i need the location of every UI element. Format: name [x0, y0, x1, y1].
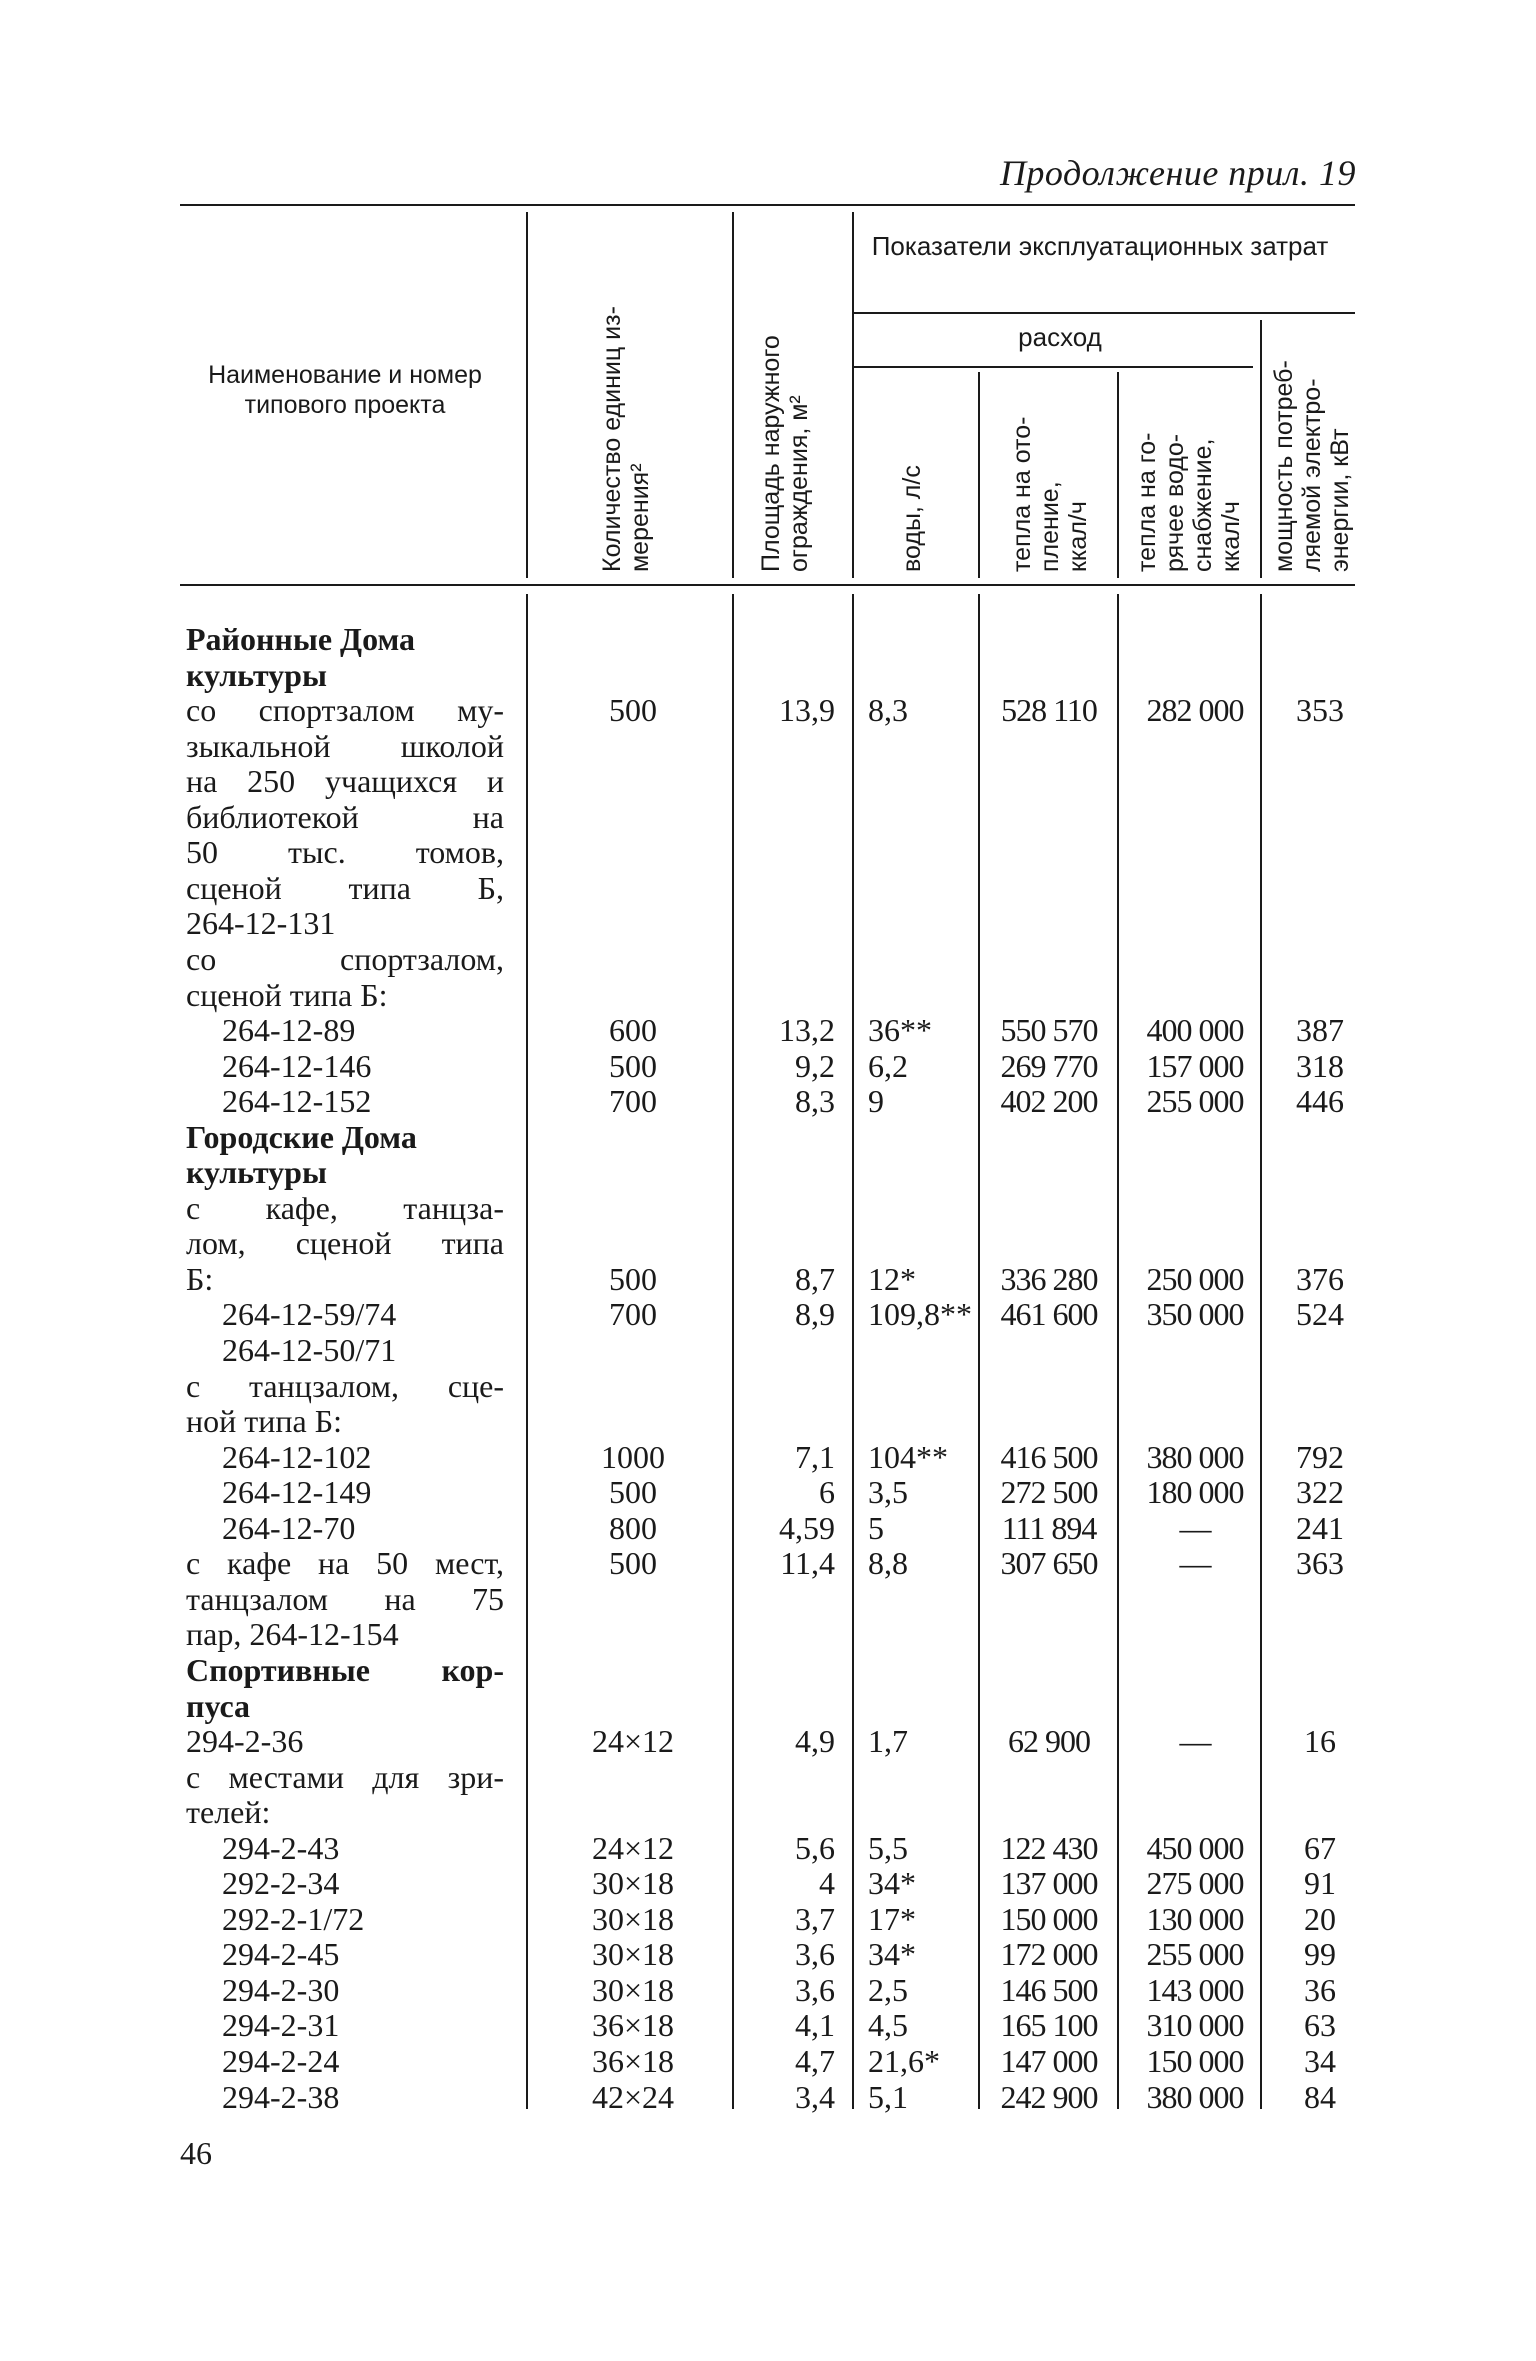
header-divider-1: [526, 212, 528, 578]
cell-hot-water: 143 000: [1146, 1971, 1244, 2008]
cell-units: 700: [609, 1296, 657, 1333]
cell-units: 30×18: [591, 1971, 675, 2008]
cell-power: 446: [1296, 1083, 1344, 1120]
cell-water: 2,5: [868, 1971, 908, 2008]
cell-area: 11,4: [780, 1545, 835, 1582]
row-name: 294-2-45: [222, 1936, 340, 1973]
header-divider-6: [1260, 320, 1262, 578]
cell-water: 5: [868, 1509, 884, 1546]
cell-heating: 336 280: [1000, 1260, 1098, 1297]
cell-heating: 272 500: [1000, 1474, 1098, 1511]
cell-heating: 122 430: [1000, 1829, 1098, 1866]
cell-heating: 150 000: [1000, 1900, 1098, 1937]
row-name: 294-2-24: [222, 2043, 340, 2079]
cell-area: 9,2: [795, 1047, 835, 1084]
cell-hot-water: 450 000: [1146, 1829, 1244, 1866]
row-name: 292-2-34: [222, 1865, 340, 1902]
cell-heating: 62 900: [1008, 1723, 1090, 1759]
cell-area: 13,2: [779, 1012, 835, 1048]
header-area: Площадь наружного ограждения, м²: [757, 335, 813, 572]
cell-heating: 550 570: [1000, 1012, 1098, 1048]
cell-units: 500: [609, 1047, 657, 1084]
cell-area: 13,9: [779, 692, 835, 729]
cell-power: 318: [1296, 1047, 1344, 1084]
row-name: пар, 264-12-154: [186, 1616, 399, 1653]
cell-hot-water: 380 000: [1146, 2078, 1244, 2115]
cell-hot-water: 310 000: [1146, 2007, 1244, 2044]
cell-power: 792: [1296, 1438, 1344, 1475]
cell-water: 34*: [868, 1936, 916, 1973]
header-bottom-rule: [180, 584, 1355, 586]
row-name: 294-2-43: [222, 1829, 340, 1866]
cell-area: 8,3: [795, 1083, 835, 1120]
cell-hot-water: 350 000: [1146, 1296, 1244, 1333]
cell-area: 4,1: [795, 2007, 835, 2044]
row-name: с местами для зри-: [186, 1758, 504, 1795]
cell-water: 5,5: [868, 1829, 908, 1866]
cell-units: 30×18: [591, 1936, 675, 1973]
cell-power: 387: [1296, 1012, 1344, 1048]
body-divider-5: [1117, 594, 1119, 2109]
header-water: воды, л/с: [898, 465, 926, 572]
cell-water: 109,8**: [868, 1296, 972, 1333]
header-units: Количество единиц из- мерения²: [598, 306, 654, 572]
row-name: 264-12-89: [222, 1012, 356, 1048]
row-name: пуса: [186, 1687, 251, 1724]
cell-hot-water: —: [1179, 1545, 1211, 1582]
cell-heating: 111 894: [1001, 1509, 1097, 1546]
cell-heating: 416 500: [1000, 1438, 1098, 1475]
header-divider-4: [978, 372, 980, 578]
cell-area: 4,9: [795, 1723, 835, 1759]
cell-units: 500: [609, 1474, 657, 1511]
row-name: со спортзалом му-: [186, 692, 504, 729]
cell-units: 700: [609, 1083, 657, 1120]
row-name: с кафе, танцза-: [186, 1189, 504, 1226]
cell-area: 3,7: [795, 1900, 835, 1937]
cell-power: 524: [1296, 1296, 1344, 1333]
cell-units: 800: [609, 1509, 657, 1546]
cell-power: 67: [1304, 1829, 1336, 1866]
cell-heating: 137 000: [1000, 1865, 1098, 1902]
row-name: 264-12-70: [222, 1509, 356, 1546]
cell-water: 34*: [868, 1865, 916, 1902]
row-name: 294-2-30: [222, 1971, 340, 2008]
cell-heating: 528 110: [1001, 692, 1097, 729]
cell-power: 363: [1296, 1545, 1344, 1582]
cell-hot-water: —: [1179, 1509, 1211, 1546]
cell-power: 91: [1304, 1865, 1336, 1902]
header-subgroup: расход: [1018, 322, 1102, 352]
row-name: библиотекой на: [186, 798, 504, 835]
row-name: 264-12-102: [222, 1438, 372, 1475]
header-group: Показатели эксплуатационных затрат: [871, 231, 1329, 261]
cell-water: 5,1: [868, 2078, 908, 2115]
cell-water: 6,2: [868, 1047, 908, 1084]
row-name: 264-12-152: [222, 1083, 372, 1120]
cell-power: 84: [1304, 2078, 1336, 2115]
cell-water: 3,5: [868, 1474, 908, 1511]
cell-water: 12*: [868, 1260, 916, 1297]
header-divider-3: [852, 212, 854, 578]
row-name: с кафе на 50 мест,: [186, 1545, 504, 1582]
row-name: 294-2-38: [222, 2078, 340, 2115]
cell-power: 36: [1304, 1971, 1336, 2008]
row-name: телей:: [186, 1794, 271, 1831]
cell-area: 3,6: [795, 1971, 835, 2008]
cell-area: 4: [819, 1865, 835, 1902]
row-name: с танцзалом, сце-: [186, 1367, 504, 1404]
header-divider-2: [732, 212, 734, 578]
cell-heating: 307 650: [1000, 1545, 1098, 1582]
cell-power: 34: [1304, 2043, 1336, 2079]
cell-power: 99: [1304, 1936, 1336, 1973]
row-name: на 250 учащихся и: [186, 763, 504, 800]
header-heat: тепла на ото- пление, ккал/ч: [1008, 416, 1092, 572]
cell-area: 8,9: [795, 1296, 835, 1333]
row-name: танцзалом на 75: [186, 1580, 504, 1617]
cell-water: 8,8: [868, 1545, 908, 1582]
cell-heating: 146 500: [1000, 1971, 1098, 2008]
cell-heating: 402 200: [1000, 1083, 1098, 1120]
cell-area: 7,1: [795, 1438, 835, 1475]
page-caption: Продолжение прил. 19: [999, 153, 1356, 193]
cell-water: 36**: [868, 1012, 932, 1048]
cell-units: 36×18: [591, 2007, 675, 2044]
header-power: мощность потреб- ляемой электро- энергии, кВт: [1270, 360, 1354, 572]
cell-water: 104**: [868, 1438, 948, 1475]
group-rule: [853, 312, 1355, 314]
cell-water: 17*: [868, 1900, 916, 1937]
cell-units: 500: [609, 1260, 657, 1297]
cell-hot-water: 250 000: [1146, 1260, 1244, 1297]
row-name: 294-2-36: [186, 1723, 304, 1759]
row-name: культуры: [186, 1154, 327, 1191]
cell-hot-water: —: [1179, 1723, 1211, 1759]
cell-area: 4,59: [779, 1509, 835, 1546]
cell-hot-water: 275 000: [1146, 1865, 1244, 1902]
cell-area: 6: [819, 1474, 835, 1511]
cell-units: 30×18: [591, 1900, 675, 1937]
cell-units: 1000: [601, 1438, 665, 1475]
page-number: 46: [180, 2135, 212, 2171]
cell-power: 322: [1296, 1474, 1344, 1511]
cell-hot-water: 255 000: [1146, 1083, 1244, 1120]
cell-hot-water: 157 000: [1146, 1047, 1244, 1084]
row-name: 264-12-50/71: [222, 1332, 397, 1368]
row-name: Спортивные кор-: [186, 1651, 504, 1688]
cell-water: 4,5: [868, 2007, 908, 2044]
cell-units: 600: [609, 1012, 657, 1048]
cell-hot-water: 282 000: [1146, 692, 1244, 729]
cell-units: 30×18: [591, 1865, 675, 1902]
body-divider-3: [852, 594, 854, 2109]
cell-hot-water: 130 000: [1146, 1900, 1244, 1937]
cell-units: 500: [609, 1545, 657, 1582]
cell-units: 500: [609, 692, 657, 729]
cell-area: 3,6: [795, 1936, 835, 1973]
cell-power: 16: [1304, 1723, 1336, 1759]
cell-power: 241: [1296, 1509, 1344, 1546]
cell-heating: 147 000: [1000, 2043, 1098, 2079]
row-name: 294-2-31: [222, 2007, 340, 2044]
cell-water: 21,6*: [868, 2043, 940, 2079]
row-name: со спортзалом,: [186, 941, 504, 977]
cell-power: 63: [1304, 2007, 1336, 2044]
row-name: лом, сценой типа: [186, 1225, 504, 1262]
row-name: сценой типа Б:: [186, 976, 388, 1013]
cell-hot-water: 150 000: [1146, 2043, 1244, 2079]
cell-units: 24×12: [591, 1723, 675, 1759]
cell-heating: 242 900: [1000, 2078, 1098, 2115]
cell-power: 20: [1304, 1900, 1336, 1937]
row-name: Районные Дома: [186, 621, 416, 657]
row-name: сценой типа Б,: [186, 869, 504, 906]
cell-units: 42×24: [591, 2078, 675, 2115]
row-name: 264-12-146: [222, 1047, 372, 1084]
cell-area: 8,7: [795, 1260, 835, 1297]
cell-power: 353: [1296, 692, 1344, 729]
cell-hot-water: 180 000: [1146, 1474, 1244, 1511]
cell-heating: 269 770: [1000, 1047, 1098, 1084]
cell-power: 376: [1296, 1260, 1344, 1297]
row-name: зыкальной школой: [186, 727, 504, 764]
row-name: 292-2-1/72: [222, 1900, 365, 1937]
header-divider-5: [1117, 372, 1119, 578]
row-name: 264-12-59/74: [222, 1296, 397, 1333]
cell-hot-water: 400 000: [1146, 1012, 1244, 1048]
cell-hot-water: 380 000: [1146, 1438, 1244, 1475]
header-hot-water: тепла на го- рячее водо- снабжение, ккал/ч: [1133, 432, 1245, 572]
row-name: Городские Дома: [186, 1118, 417, 1155]
cell-water: 9: [868, 1083, 884, 1120]
subgroup-rule: [853, 366, 1253, 368]
row-name: культуры: [186, 656, 327, 693]
cell-units: 36×18: [591, 2043, 675, 2079]
cell-heating: 172 000: [1000, 1936, 1098, 1973]
row-name: ной типа Б:: [186, 1403, 342, 1440]
row-name: Б:: [186, 1260, 214, 1297]
table-top-rule: [180, 204, 1355, 206]
cell-heating: 461 600: [1000, 1296, 1098, 1333]
cell-heating: 165 100: [1000, 2007, 1098, 2044]
row-name: 264-12-131: [186, 905, 336, 942]
row-name: 50 тыс. томов,: [186, 834, 504, 871]
cell-water: 8,3: [868, 692, 908, 729]
header-name: Наименование и номер типового проекта: [208, 361, 482, 419]
cell-area: 3,4: [795, 2078, 835, 2115]
cell-water: 1,7: [868, 1723, 908, 1759]
cell-units: 24×12: [591, 1829, 675, 1866]
cell-area: 4,7: [795, 2043, 835, 2079]
cell-area: 5,6: [795, 1829, 835, 1866]
cell-hot-water: 255 000: [1146, 1936, 1244, 1973]
row-name: 264-12-149: [222, 1474, 372, 1511]
